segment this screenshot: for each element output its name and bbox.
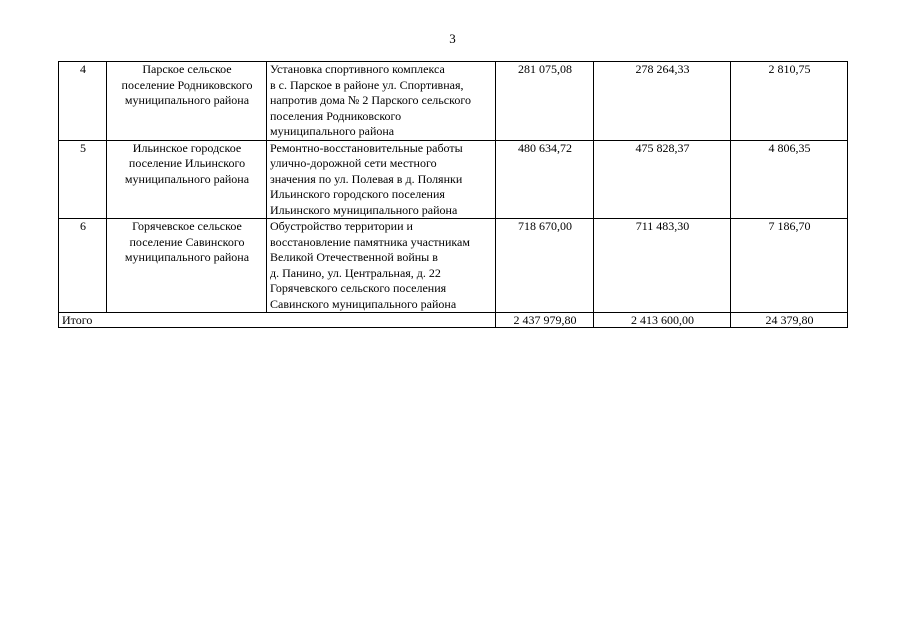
total-amount-cell: 480 634,72 — [496, 140, 594, 219]
local-amount-cell: 4 806,35 — [731, 140, 848, 219]
totals-federal-amount: 2 413 600,00 — [594, 313, 731, 328]
page-number: 3 — [449, 31, 456, 46]
totals-local-amount: 24 379,80 — [731, 313, 848, 328]
description-cell: Ремонтно-восстановительные работы улично-дорожной сети местного значения по ул. Полевая в д. Полянки Ильинского городского поселения Ильинского муниципального района — [267, 140, 496, 219]
local-amount-cell: 7 186,70 — [731, 219, 848, 313]
row-number: 6 — [59, 219, 107, 313]
funding-table — [58, 61, 848, 328]
description-cell: Установка спортивного комплекса в с. Парское в районе ул. Спортивная, напротив дома № 2 Парского сельского поселения Родниковского муниципального района — [267, 62, 496, 141]
total-amount-cell: 281 075,08 — [496, 62, 594, 141]
row-number: 5 — [59, 140, 107, 219]
totals-total-amount: 2 437 979,80 — [496, 313, 594, 328]
row-number: 4 — [59, 62, 107, 141]
description-cell: Обустройство территории и восстановление памятника участникам Великой Отечественной войны в д. Панино, ул. Центральная, д. 22 Горячевского сельского поселения Савинского муниципального района — [267, 219, 496, 313]
table-row — [59, 219, 848, 313]
totals-label: Итого — [59, 313, 496, 328]
federal-amount-cell: 278 264,33 — [594, 62, 731, 141]
organization-cell: Ильинское городское поселение Ильинского муниципального района — [107, 140, 267, 219]
local-amount-cell: 2 810,75 — [731, 62, 848, 141]
federal-amount-cell: 711 483,30 — [594, 219, 731, 313]
totals-row — [59, 313, 848, 328]
table-row — [59, 62, 848, 141]
total-amount-cell: 718 670,00 — [496, 219, 594, 313]
federal-amount-cell: 475 828,37 — [594, 140, 731, 219]
organization-cell: Парское сельское поселение Родниковского муниципального района — [107, 62, 267, 141]
table-row — [59, 140, 848, 219]
organization-cell: Горячевское сельское поселение Савинского муниципального района — [107, 219, 267, 313]
